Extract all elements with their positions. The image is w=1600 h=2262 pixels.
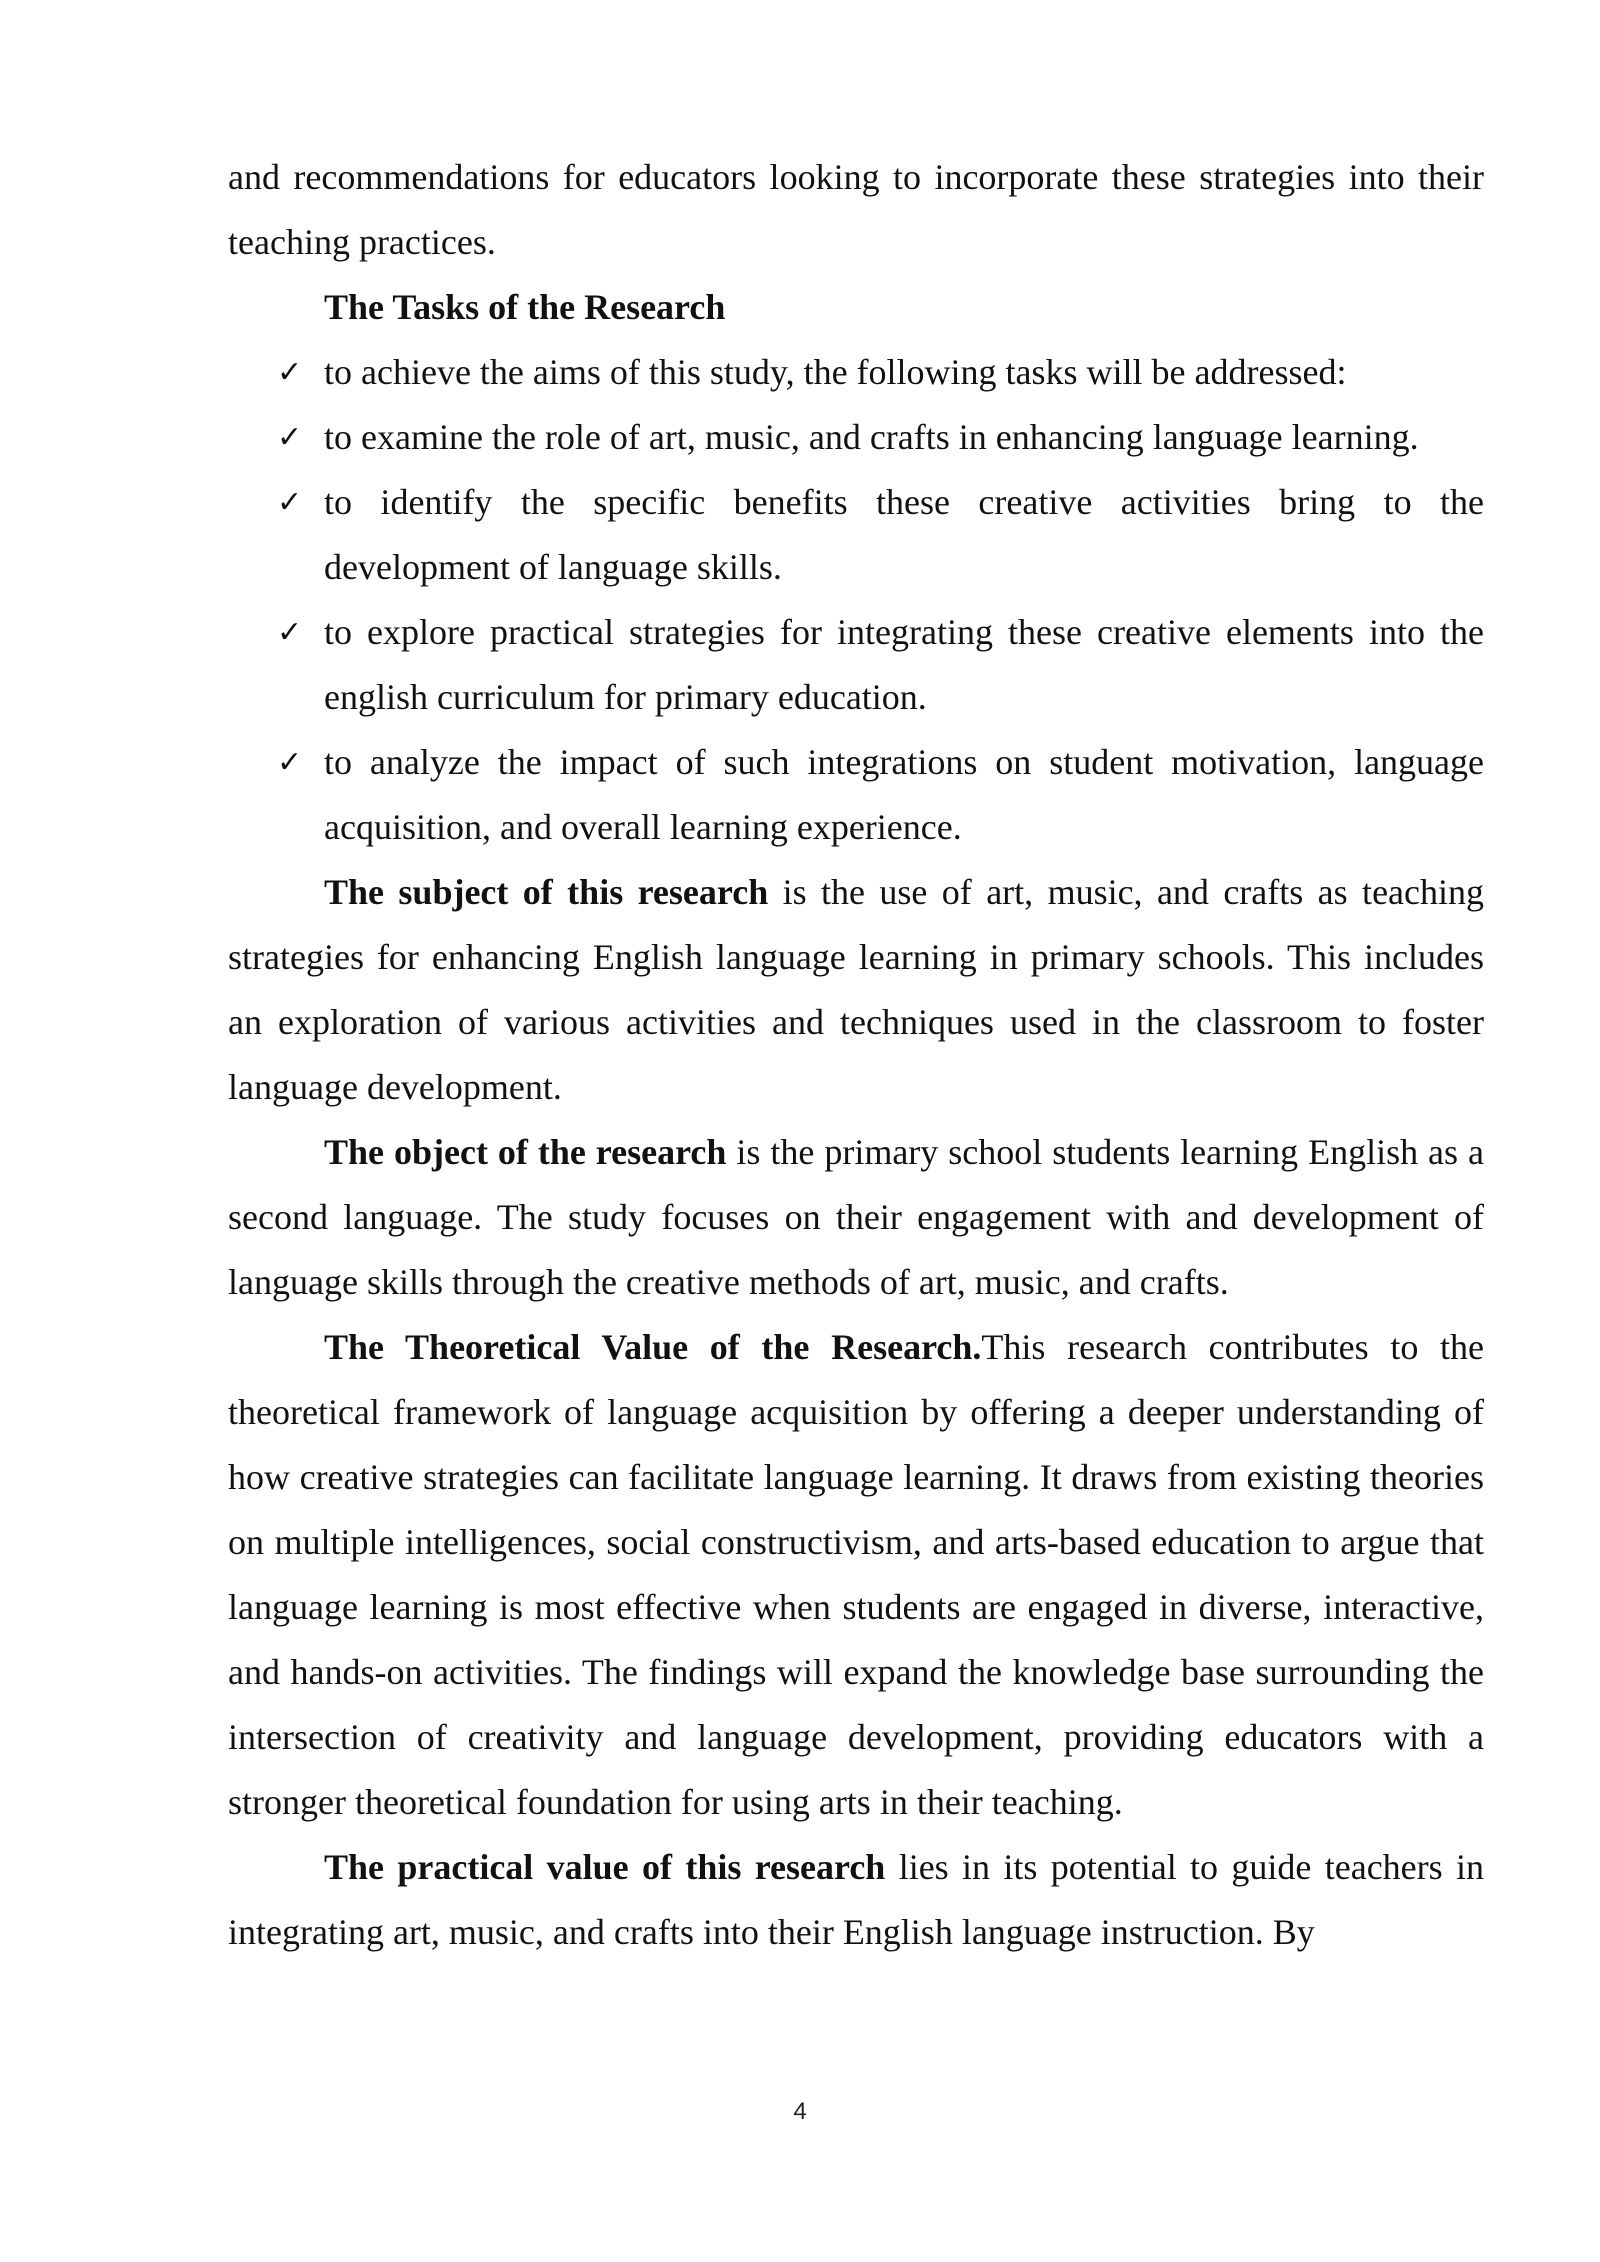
tasks-list (228, 340, 1484, 860)
task-item (228, 600, 1484, 730)
practical-value-paragraph (228, 1835, 1484, 1965)
subject-paragraph (228, 860, 1484, 1120)
task-item (228, 730, 1484, 860)
task-text: to examine the role of art, music, and crafts in enhancing language learning. (324, 417, 1419, 457)
object-text: is the primary school students learning English as a second language. The study focuses on their engagement with and development of language skills through the creative methods of art, music, and crafts. (228, 1132, 1484, 1302)
object-lead: The object of the research (324, 1132, 727, 1172)
checkmark-icon: ✓ (277, 420, 303, 455)
checkmark-icon: ✓ (277, 745, 303, 780)
task-text: to explore practical strategies for integrating these creative elements into the english curriculum for primary education. (324, 612, 1484, 717)
task-item (228, 470, 1484, 600)
task-text: to identify the specific benefits these creative activities bring to the development of language skills. (324, 482, 1484, 587)
subject-lead: The subject of this research (324, 872, 769, 912)
page-content (228, 145, 1484, 1965)
practical-value-text: lies in its potential to guide teachers in integrating art, music, and crafts into their English language instruction. By (228, 1847, 1484, 1952)
checkmark-icon: ✓ (277, 355, 303, 390)
theoretical-value-text: This research contributes to the theoretical framework of language acquisition by offering a deeper understanding of how creative strategies can facilitate language learning. It draws from existing theories on multiple intelligences, social constructivism, and arts-based education to argue that language learning is most effective when students are engaged in diverse, interactive, and hands-on activities. The findings will expand the knowledge base surrounding the intersection of creativity and language development, providing educators with a stronger theoretical foundation for using arts in their teaching. (228, 1327, 1484, 1822)
practical-value-lead: The practical value of this research (324, 1847, 886, 1887)
checkmark-icon: ✓ (277, 615, 303, 650)
task-item (228, 405, 1484, 470)
task-text: to analyze the impact of such integrations on student motivation, language acquisition, and overall learning experience. (324, 742, 1484, 847)
theoretical-value-lead: The Theoretical Value of the Research. (324, 1327, 982, 1367)
checkmark-icon: ✓ (277, 485, 303, 520)
object-paragraph (228, 1120, 1484, 1315)
theoretical-value-paragraph (228, 1315, 1484, 1835)
tasks-heading: The Tasks of the Research (324, 287, 726, 327)
task-item (228, 340, 1484, 405)
subject-text: is the use of art, music, and crafts as teaching strategies for enhancing English language learning in primary schools. This includes an exploration of various activities and techniques used in the classroom to foster language development. (228, 872, 1484, 1107)
page-number: 4 (793, 2098, 807, 2125)
task-text: to achieve the aims of this study, the following tasks will be addressed: (324, 352, 1347, 392)
intro-continuation-paragraph: and recommendations for educators looking to incorporate these strategies into their teaching practices. (228, 157, 1484, 262)
